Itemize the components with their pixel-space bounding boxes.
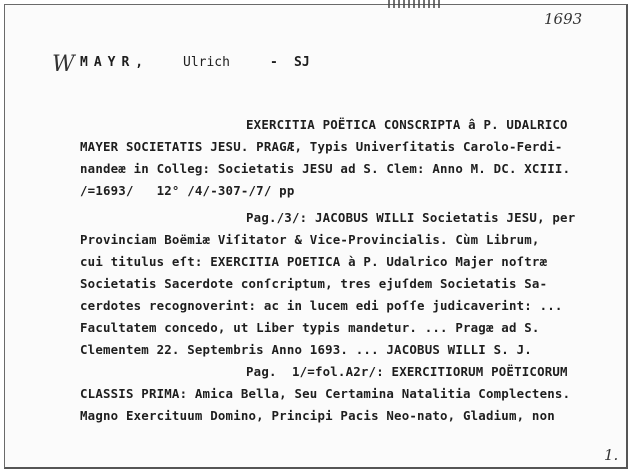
title-line-2: MAYER SOCIETATIS JESU. PRAGÆ, Typis Univerſitatis Carolo-Ferdi- [80,139,563,154]
contents-line-3: Magno Exercituum Domino, Principi Pacis Neo-nato, Gladium, non [80,408,555,423]
punch-hole-mark [388,0,440,8]
religious-order: SJ [294,55,310,70]
approbation-line-1: Pag./3/: JACOBUS WILLI Societatis JESU, per [246,210,576,225]
approbation-line-2: Provinciam Boëmiæ Viſitator & Vice-Provincialis. Cùm Librum, [80,232,540,247]
heading-dash: - [270,55,278,70]
handwritten-marker: W [52,52,75,77]
approbation-line-5: cerdotes recognoverint: ac in lucem edi poſſe judicaverint: ... [80,298,563,313]
handwritten-page-number: 1. [604,446,619,464]
approbation-line-7: Clementem 22. Septembris Anno 1693. ... JACOBUS WILLI S. J. [80,342,532,357]
author-forename: Ulrich [183,55,230,70]
contents-line-1: Pag. 1/=fol.A2r/: EXERCITIORUM POËTICORUM [246,364,568,379]
contents-line-2: CLASSIS PRIMA: Amica Bella, Seu Certamina Natalitia Complectens. [80,386,571,401]
title-line-1: EXERCITIA POËTICA CONSCRIPTA â P. UDALRICO [246,117,568,132]
author-surname: MAYR, [80,55,150,70]
approbation-line-4: Societatis Sacerdote conſcriptum, tres ejuſdem Societatis Sa- [80,276,548,291]
handwritten-year: 1693 [544,10,583,28]
collation-line: /=1693/ 12° /4/-307-/7/ pp [80,183,295,198]
approbation-line-6: Facultatem concedo, ut Liber typis mandetur. ... Pragæ ad S. [80,320,540,335]
title-line-3: nandeæ in Colleg: Societatis JESU ad S. Clem: Anno M. DC. XCIII. [80,161,571,176]
approbation-line-3: cui titulus eſt: EXERCITIA POETICA à P. Udalrico Majer noſtræ [80,254,548,269]
